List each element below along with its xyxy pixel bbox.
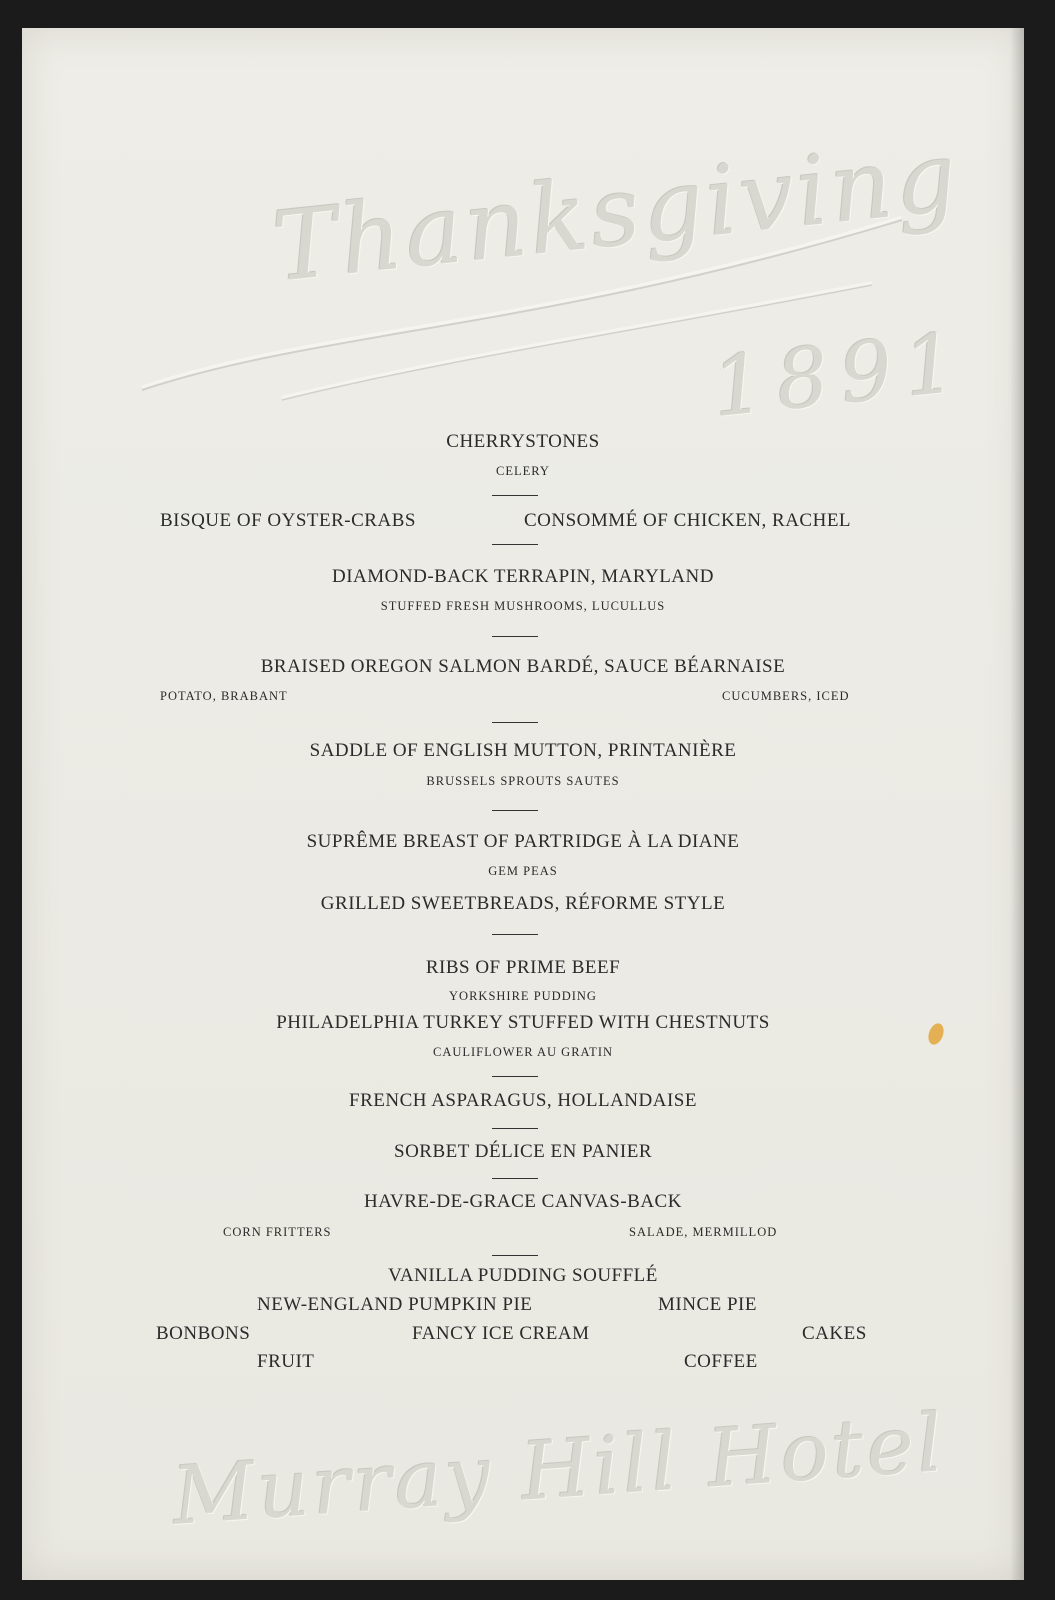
item-pumpkin: NEW-ENGLAND PUMPKIN PIE <box>257 1294 533 1315</box>
item-cauliflower: CAULIFLOWER AU GRATIN <box>432 1045 614 1059</box>
item-potato: POTATO, BRABANT <box>160 689 288 703</box>
item-coffee: COFFEE <box>684 1351 758 1372</box>
divider <box>492 1255 538 1256</box>
item-asparagus: FRENCH ASPARAGUS, HOLLANDAISE <box>349 1090 697 1111</box>
item-icecream: FANCY ICE CREAM <box>412 1323 590 1344</box>
divider <box>492 1076 538 1077</box>
divider <box>492 1178 538 1179</box>
item-canvasback: HAVRE-DE-GRACE CANVAS-BACK <box>364 1191 682 1212</box>
item-salmon: BRAISED OREGON SALMON BARDÉ, SAUCE BÉARNAISE <box>260 656 786 677</box>
divider <box>492 1128 538 1129</box>
embossed-year: 1891 <box>707 314 973 437</box>
item-peas: GEM PEAS <box>488 864 558 878</box>
embossed-hotel-name: Murray Hill Hotel <box>169 1396 949 1543</box>
item-celery: CELERY <box>496 464 550 478</box>
item-mushrooms: STUFFED FRESH MUSHROOMS, LUCULLUS <box>380 599 666 613</box>
divider <box>492 636 538 637</box>
menu-card <box>22 28 1024 1580</box>
divider <box>492 544 538 545</box>
embossed-title: Thanksgiving <box>268 120 965 304</box>
item-yorkshire: YORKSHIRE PUDDING <box>449 989 597 1003</box>
item-bonbons: BONBONS <box>156 1323 251 1344</box>
item-souffle: VANILLA PUDDING SOUFFLÉ <box>388 1265 658 1286</box>
item-mince: MINCE PIE <box>658 1294 757 1315</box>
item-fruit: FRUIT <box>257 1351 315 1372</box>
item-consomme: CONSOMMÉ OF CHICKEN, RACHEL <box>524 510 852 531</box>
item-bisque: BISQUE OF OYSTER-CRABS <box>160 510 416 531</box>
item-mutton: SADDLE OF ENGLISH MUTTON, PRINTANIÈRE <box>309 740 737 761</box>
item-sprouts: BRUSSELS SPROUTS SAUTES <box>426 774 620 788</box>
item-sweetbreads: GRILLED SWEETBREADS, RÉFORME STYLE <box>320 893 726 914</box>
item-ribs: RIBS OF PRIME BEEF <box>425 957 621 978</box>
item-fritters: CORN FRITTERS <box>223 1225 332 1239</box>
item-cakes: CAKES <box>802 1323 867 1344</box>
divider <box>492 495 538 496</box>
item-terrapin: DIAMOND-BACK TERRAPIN, MARYLAND <box>332 566 714 587</box>
item-sorbet: SORBET DÉLICE EN PANIER <box>394 1141 652 1162</box>
item-partridge: SUPRÊME BREAST OF PARTRIDGE À LA DIANE <box>306 831 740 852</box>
item-salade: SALADE, MERMILLOD <box>629 1225 778 1239</box>
divider <box>492 722 538 723</box>
divider <box>492 934 538 935</box>
item-turkey: PHILADELPHIA TURKEY STUFFED WITH CHESTNUTS <box>276 1012 770 1033</box>
divider <box>492 810 538 811</box>
item-cucumbers: CUCUMBERS, ICED <box>722 689 850 703</box>
item-cherrystones: CHERRYSTONES <box>446 431 600 452</box>
